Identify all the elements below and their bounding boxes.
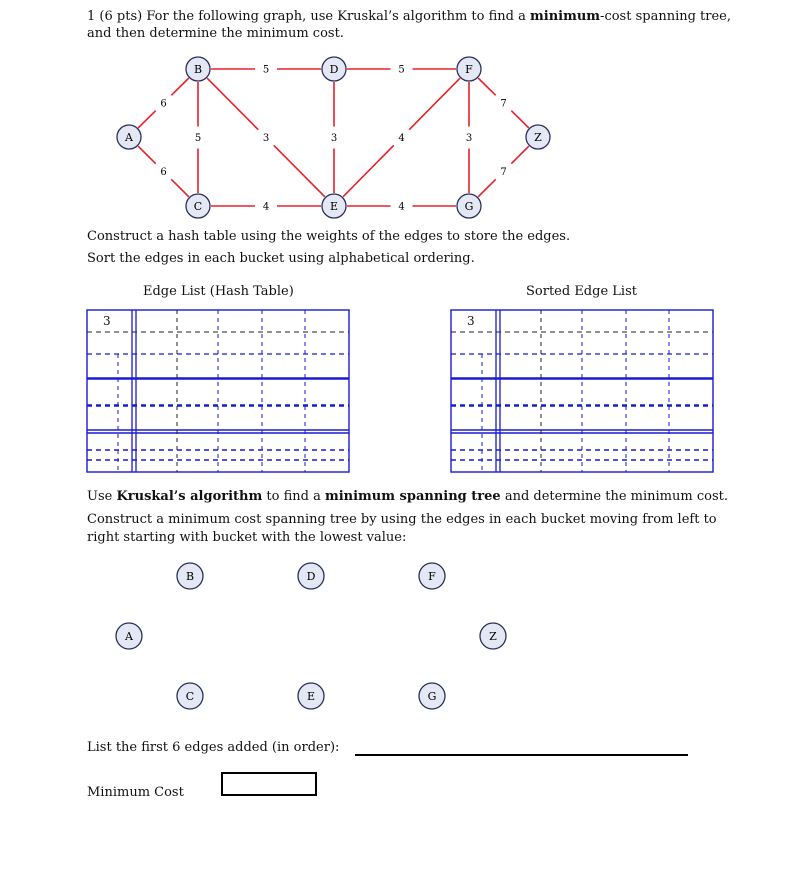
problem-text: For the following graph, use Kruskal’s algorithm to find a [146,9,526,24]
graph-node-label-A: A [125,131,133,144]
edge-F-Z-part2 [511,111,528,128]
answer-node-B[interactable] [177,563,203,589]
problem-points: (6 pts) [99,9,143,24]
edge-weight-A-B: 6 [160,98,167,110]
graph-node-C [186,194,210,218]
hash-table-first-bucket: 3 [103,314,111,328]
min-cost-input-box[interactable] [221,772,317,796]
answer-node-label-B: B [185,570,195,583]
answer-node-label-E: E [306,690,316,703]
graph-node-A [117,125,141,149]
edge-B-E-part2 [274,145,325,196]
edge-A-B-part2 [171,78,188,95]
hash-table-title: Edge List (Hash Table) [143,284,294,299]
edge-weight-D-F: 5 [398,64,405,76]
graph-node-label-F: F [465,63,473,76]
answer-node-label-F: F [428,570,436,583]
problem-text-after: -cost spanning tree, [600,9,732,24]
kruskal-to-find: to find a [266,489,321,504]
graph-node-label-Z: Z [534,131,542,144]
kruskal-use: Use [87,489,113,504]
kruskal-line3: right starting with bucket with the lowest value: [87,530,407,545]
first-edges-prompt: List the first 6 edges added (in order): [87,740,340,755]
problem-statement-line2: and then determine the minimum cost. [87,26,344,41]
edge-weight-C-E: 4 [262,201,270,213]
graph-node-label-E: E [329,200,339,213]
graph-node-label-C: C [193,200,203,213]
edge-weight-B-E: 3 [262,133,270,144]
edge-weight-A-C: 6 [160,167,167,178]
edge-G-Z-part2 [511,146,529,164]
edge-weight-F-Z: 7 [500,98,507,110]
answer-node-E[interactable] [298,683,324,709]
edge-A-C [138,146,156,164]
tables [87,310,713,472]
graph-node-label-D: D [329,63,339,76]
graph-node-G [457,194,481,218]
kruskal-line2: Construct a minimum cost spanning tree by using the edges in each bucket moving from left to [87,512,717,527]
answer-node-label-C: C [185,690,195,703]
answer-node-label-Z: Z [489,630,497,643]
first-edges-answer-line[interactable] [355,754,688,756]
kruskal-bold-algorithm: Kruskal’s algorithm [116,489,263,504]
answer-node-A[interactable] [116,623,142,649]
answer-node-D[interactable] [298,563,324,589]
edge-weight-E-F: 4 [398,133,405,144]
edge-weight-E-G: 4 [398,201,405,213]
kruskal-line1 [87,488,728,506]
graph-node-Z [526,125,550,149]
sorted-list-title: Sorted Edge List [526,284,637,299]
graph-node-F [457,57,481,81]
graph-node-E [322,194,346,218]
answer-node-label-A: A [125,630,133,643]
kruskal-rest: and determine the minimum cost. [504,489,728,504]
edge-E-F-part2 [409,78,460,129]
graph-node-B [186,57,210,81]
sorted-list-first-bucket: 3 [467,314,475,328]
answer-node-G[interactable] [419,683,445,709]
edge-A-B [138,111,155,128]
edge-weight-D-E: 3 [330,133,338,144]
answer-node-label-G: G [427,690,437,703]
problem-number: 1 [87,9,96,24]
hash-table-grid[interactable] [87,310,349,472]
edge-weight-B-D: 5 [262,64,270,76]
answer-node-label-D: D [306,570,316,583]
edge-weight-F-G: 3 [465,133,473,144]
edge-G-Z [478,179,496,197]
instruction-line2: Sort the edges in each bucket using alphabetical ordering. [87,251,475,266]
edge-B-E [207,78,258,129]
graph-node-label-G: G [464,200,474,213]
min-cost-label: Minimum Cost [87,785,184,800]
edge-F-Z [478,78,495,95]
graph-node-label-B: B [193,63,203,76]
graph-node-D [322,57,346,81]
edge-weight-G-Z: 7 [500,167,507,178]
answer-node-F[interactable] [419,563,445,589]
answer-nodes [116,563,506,709]
edge-E-F [343,145,394,196]
answer-node-Z[interactable] [480,623,506,649]
edge-A-C-part2 [171,179,189,197]
edge-weight-B-C: 5 [194,133,202,144]
answer-node-C[interactable] [177,683,203,709]
kruskal-bold-mst: minimum spanning tree [324,489,501,504]
problem-bold-word: minimum [530,9,601,24]
sorted-edge-list-grid[interactable] [451,310,713,472]
instruction-line1: Construct a hash table using the weights of the edges to store the edges. [87,229,571,244]
